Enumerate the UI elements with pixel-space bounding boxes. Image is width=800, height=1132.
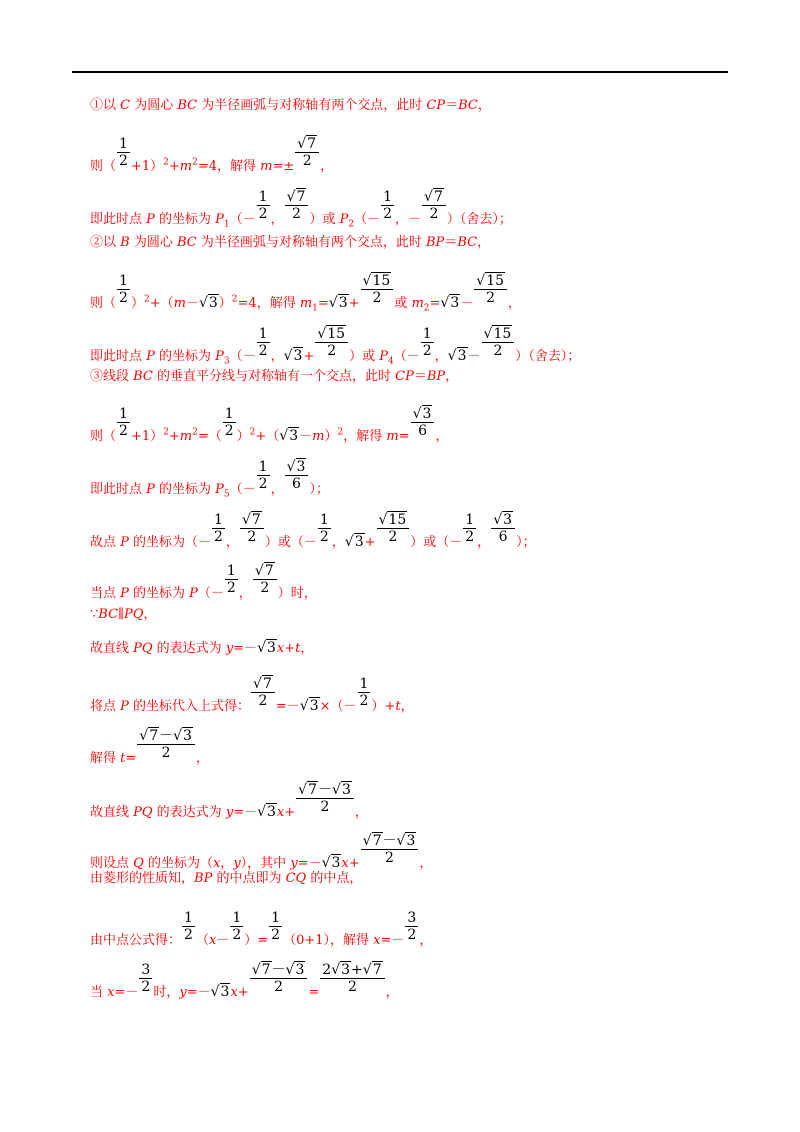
text-line: 由中点公式得： $\frac{1}{2}$ （x－ $\frac{1}{2}$ ）= $\frac{1}{2}$ （0+1），解得 x=－ $\frac{3}{2}$ ， bbox=[90, 910, 433, 948]
text-line: 故直线 PQ 的表达式为 y=－√3x+t， bbox=[90, 640, 314, 656]
text-line: ∵BC∥PQ， bbox=[90, 607, 157, 622]
text-line: 则（ $\frac{1}{2}$ ）$^2+(m-√3)^2=4$，解得 $m_1=√3+$ $\frac{√15}{2}$ 或 $m_2=√3-$ $\frac{√15}{2}$ ， bbox=[90, 273, 522, 314]
text-line: 则设点 Q 的坐标为（x，y），其中 y=－√3x+ $\frac{√7-√3}{2}$ ， bbox=[90, 833, 433, 871]
text-line: 当 x=－ $\frac{3}{2}$ 时，y=－√3x+ $\frac{√7-√3}{2}$ = $\frac{2√3+√7}{2}$ ， bbox=[90, 962, 399, 1000]
text-line: 则（ $\frac{1}{2}$ $+1)^2+m^2=4$，解得 m=± $\frac{√7}{2}$ ， bbox=[90, 136, 334, 174]
text-line: 解得 t= $\frac{√7-√3}{2}$ ， bbox=[90, 728, 209, 766]
text-line: 即此时点 P 的坐标为 $P_1(-$ $\frac{1}{2}$ ， $\frac{√7}{2}$ ）或 $P_2(-$ $\frac{1}{2}$ ，－ $\frac{√7}{2}$ ）（舍去）； bbox=[90, 189, 512, 230]
text-line: ③线段 BC 的垂直平分线与对称轴有一个交点，此时 CP＝BP， bbox=[90, 369, 459, 384]
text-line: ①以 C 为圆心 BC 为半径画弧与对称轴有两个交点，此时 CP＝BC， bbox=[90, 98, 491, 113]
text-line: 由菱形的性质知，BP 的中点即为 CQ 的中点， bbox=[90, 871, 363, 886]
text-line: 故点 P 的坐标为（－ $\frac{1}{2}$ ， $\frac{√7}{2}$ ）或（－ $\frac{1}{2}$ ，√3+ $\frac{√15}{2}$ ）或（－ $\frac{1}{2}$ ， $\frac{√3}{6}$ ）； bbox=[90, 512, 536, 550]
text-line: 当点 P 的坐标为 P（－ $\frac{1}{2}$ ， $\frac{√7}{2}$ ）时， bbox=[90, 563, 317, 601]
text-line: ②以 B 为圆心 BC 为半径画弧与对称轴有两个交点，此时 BP＝BC， bbox=[90, 235, 491, 250]
header-rule bbox=[72, 71, 728, 73]
text-line: 即此时点 P 的坐标为 $P_3(-$ $\frac{1}{2}$ ，√3+ $\frac{√15}{2}$ ）或 $P_4(-$ $\frac{1}{2}$ ，√3－ $\frac{√15}{2}$ ）（舍去）； bbox=[90, 326, 581, 367]
text-line: 将点 P 的坐标代入上式得： $\frac{√7}{2}$ =－√3×（－ $\frac{1}{2}$ ）+t， bbox=[90, 676, 414, 714]
text-line: 故直线 PQ 的表达式为 y=－√3x+ $\frac{√7-√3}{2}$ ， bbox=[90, 782, 368, 820]
text-line: 则（ $\frac{1}{2}$ $+1)^2+m^2=$（ $\frac{1}{2}$ ）$^2+(√3-m)^2$，解得 m= $\frac{√3}{6}$ ， bbox=[90, 406, 449, 444]
text-line: 即此时点 P 的坐标为 $P_5(-$ $\frac{1}{2}$ ， $\frac{√3}{6}$ ）； bbox=[90, 459, 329, 500]
